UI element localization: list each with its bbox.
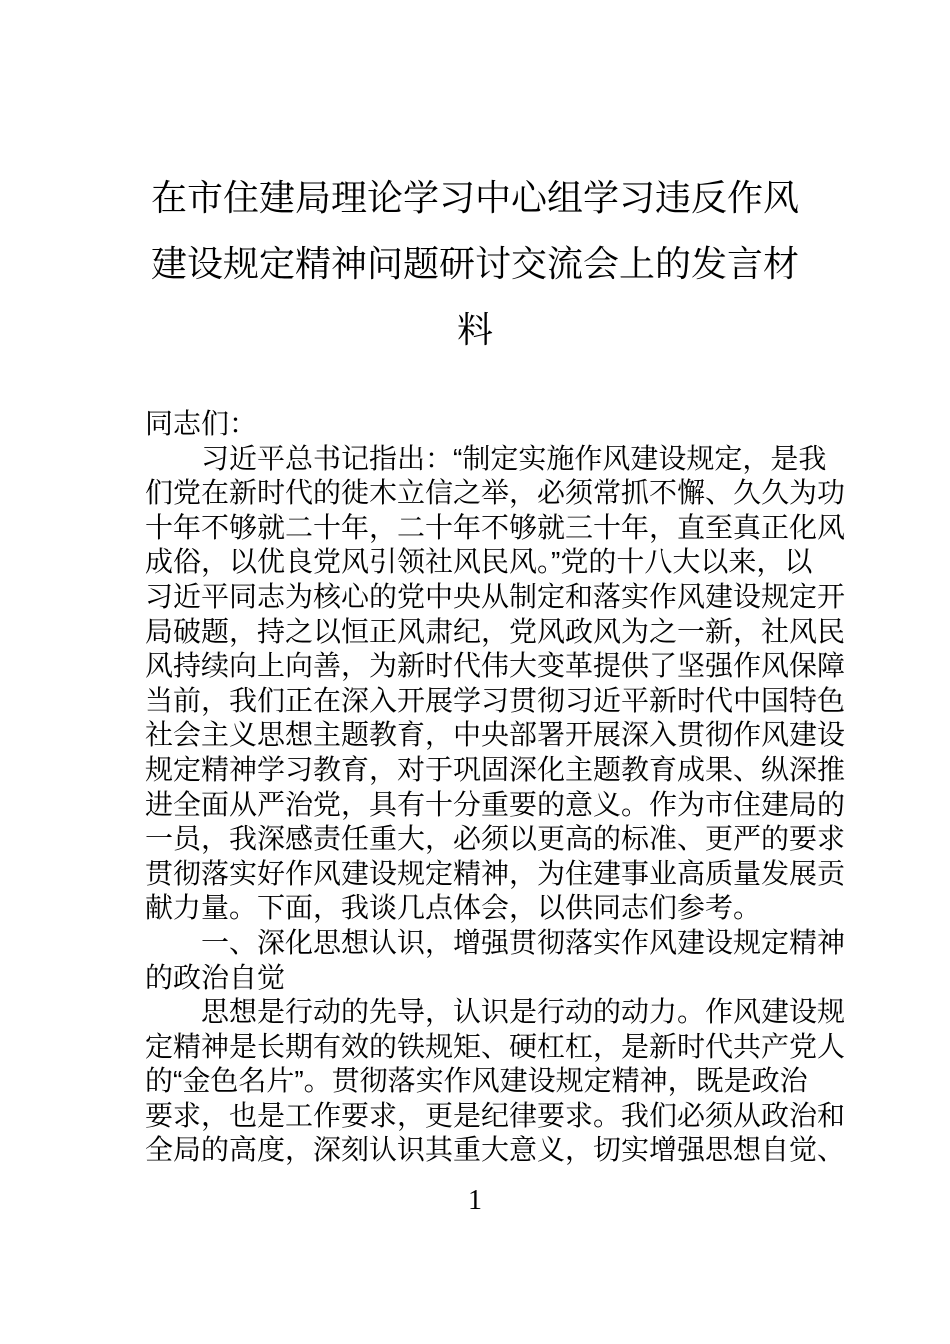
body-line: 的“金色名片”。贯彻落实作风建设规定精神，既是政治	[145, 1065, 808, 1097]
body-line: 一、深化思想认识，增强贯彻落实作风建设规定精神	[145, 926, 846, 958]
title-line: 料	[456, 309, 493, 350]
body-line: 献力量。下面，我谈几点体会，以供同志们参考。	[145, 892, 762, 924]
body-line: 同志们：	[145, 408, 258, 439]
title-line: 建设规定精神问题研讨交流会上的发言材	[150, 243, 799, 284]
body-line: 当前，我们正在深入开展学习贯彻习近平新时代中国特色	[145, 684, 846, 716]
body-line: 全局的高度，深刻认识其重大意义，切实增强思想自觉、	[145, 1134, 846, 1166]
body-line: 的政治自觉	[145, 961, 286, 993]
body-line: 贯彻落实好作风建设规定精神，为住建事业高质量发展贡	[145, 857, 846, 889]
document-body	[145, 407, 853, 1168]
body-line: 一员，我深感责任重大，必须以更高的标准、更严的要求	[145, 823, 846, 855]
body-line: 风持续向上向善，为新时代伟大变革提供了坚强作风保障	[145, 650, 846, 682]
title-line: 在市住建局理论学习中心组学习违反作风	[150, 177, 799, 218]
document-title	[0, 165, 950, 363]
body-line: 思想是行动的先导，认识是行动的动力。作风建设规	[145, 996, 846, 1028]
body-line: 进全面从严治党，具有十分重要的意义。作为市住建局的	[145, 788, 846, 820]
body-line: 社会主义思想主题教育，中央部署开展深入贯彻作风建设	[145, 719, 846, 751]
body-line: 十年不够就二十年，二十年不够就三十年，直至真正化风	[145, 511, 846, 543]
body-line: 局破题，持之以恒正风肃纪，党风政风为之一新，社风民	[145, 615, 846, 647]
body-line: 们党在新时代的徙木立信之举，必须常抓不懈、久久为功	[145, 477, 846, 509]
body-line: 规定精神学习教育，对于巩固深化主题教育成果、纵深推	[145, 753, 846, 785]
body-line: 习近平总书记指出：“制定实施作风建设规定，是我	[145, 442, 827, 474]
page-number: 1	[468, 1185, 482, 1216]
body-line: 定精神是长期有效的铁规矩、硬杠杠，是新时代共产党人	[145, 1030, 846, 1062]
body-line: 成俗，以优良党风引领社风民风。”党的十八大以来，以	[145, 546, 813, 578]
body-line: 习近平同志为核心的党中央从制定和落实作风建设规定开	[145, 580, 846, 612]
body-line: 要求，也是工作要求，更是纪律要求。我们必须从政治和	[145, 1099, 846, 1131]
